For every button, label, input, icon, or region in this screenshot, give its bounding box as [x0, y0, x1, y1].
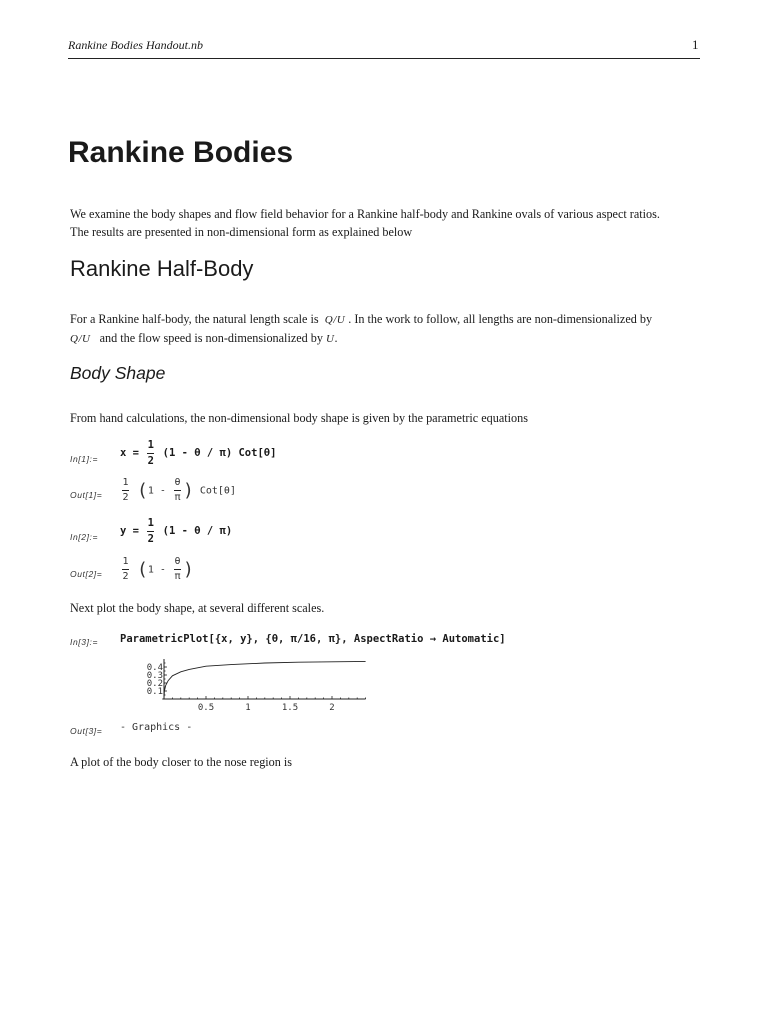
fraction-numerator: 1: [122, 556, 129, 567]
fraction-numerator: 1: [122, 477, 129, 488]
text-run: . In the work to follow, all lengths are non-dimensionalized by: [348, 312, 653, 326]
fraction-bar: [174, 490, 181, 491]
intro-line-2: The results are presented in non-dimensional form as explained below: [70, 225, 413, 239]
fraction-numerator: 1: [147, 439, 154, 451]
fraction-theta-over-pi: [174, 478, 181, 503]
x-tick-label: 1.5: [281, 703, 299, 713]
paren-open: (: [137, 480, 148, 501]
code-text: x =: [120, 447, 139, 459]
nose-region-paragraph: A plot of the body closer to the nose region is: [70, 755, 293, 769]
fraction-numerator: θ: [174, 477, 181, 488]
text-run: For a Rankine half-body, the natural length scale is: [70, 312, 319, 326]
cell-label-in2: In[2]:=: [70, 532, 99, 542]
text-run: .: [334, 331, 338, 345]
intro-line-1: We examine the body shapes and flow field behavior for a Rankine half-body and Rankine ovals of various aspect ratios.: [70, 207, 660, 221]
fraction-bar: [147, 453, 154, 454]
code-text: (1 - θ / π) Cot[θ]: [162, 447, 277, 459]
parametric-plot: [130, 652, 380, 716]
fraction-denominator: π: [174, 492, 181, 503]
code-text: Cot[θ]: [199, 485, 236, 497]
fraction-one-half: [122, 478, 129, 503]
math-q-over-u-2: Q/U: [70, 333, 91, 345]
code-text: y =: [120, 525, 139, 537]
output-cell-3-graphics: - Graphics -: [120, 722, 193, 733]
fraction-bar: [147, 531, 154, 532]
cell-label-out1: Out[1]=: [70, 490, 103, 500]
fraction-one-half: [147, 440, 154, 466]
code-text: (1 - θ / π): [162, 525, 233, 537]
header-filename: Rankine Bodies Handout.nb: [68, 38, 203, 52]
fraction-numerator: θ: [174, 556, 181, 567]
intro-paragraph: [70, 205, 700, 241]
plot-intro-paragraph: Next plot the body shape, at several different scales.: [70, 601, 325, 615]
fraction-bar: [122, 569, 129, 570]
fraction-numerator: 1: [147, 517, 154, 529]
section-heading-half-body: Rankine Half-Body: [70, 256, 254, 281]
half-body-line-2: [70, 329, 700, 348]
plot-series: [164, 661, 366, 699]
code-text: 1 -: [147, 485, 166, 497]
text-run: and the flow speed is non-dimensionalized by: [99, 331, 323, 345]
x-tick-label: 1: [245, 703, 251, 713]
x-tick-label: 0.5: [197, 703, 215, 713]
fraction-denominator: π: [174, 571, 181, 582]
header-divider: [68, 58, 700, 59]
output-cell-2: [120, 557, 194, 582]
body-shape-curve: [164, 661, 366, 699]
plot-axes: [162, 659, 365, 699]
paren-close: ): [182, 480, 194, 501]
fraction-bar: [122, 490, 129, 491]
math-u: U: [326, 333, 335, 345]
input-cell-1[interactable]: [120, 440, 276, 466]
code-text: 1 -: [147, 564, 166, 576]
plot-ticks: [147, 663, 366, 713]
fraction-denominator: 2: [122, 571, 129, 582]
y-tick-label: 0.2: [146, 679, 163, 689]
cell-label-in1: In[1]:=: [70, 454, 99, 464]
paren-close: ): [182, 559, 194, 580]
y-tick-label: 0.1: [146, 687, 163, 697]
fraction-denominator: 2: [147, 454, 154, 467]
cell-label-in3: In[3]:=: [70, 637, 99, 647]
y-tick-label: 0.3: [146, 671, 163, 681]
input-cell-2[interactable]: [120, 518, 232, 544]
page-title: Rankine Bodies: [68, 136, 294, 169]
cell-label-out2: Out[2]=: [70, 569, 103, 579]
y-tick-label: 0.4: [146, 663, 163, 673]
paren-open: (: [137, 559, 148, 580]
fraction-denominator: 2: [147, 532, 154, 545]
half-body-paragraph: [70, 310, 700, 348]
fraction-one-half: [147, 518, 154, 544]
fraction-theta-over-pi: [174, 557, 181, 582]
input-cell-3[interactable]: ParametricPlot[{x, y}, {θ, π/16, π}, AspectRatio → Automatic]: [120, 633, 506, 645]
output-cell-1: [120, 478, 236, 503]
subsection-heading-body-shape: Body Shape: [70, 363, 166, 383]
half-body-line-1: [70, 310, 700, 329]
fraction-one-half: [122, 557, 129, 582]
math-q-over-u: Q/U: [324, 314, 346, 326]
fraction-bar: [174, 569, 181, 570]
cell-label-out3: Out[3]=: [70, 726, 103, 736]
page-number: 1: [692, 37, 699, 52]
x-tick-label: 2: [329, 703, 335, 713]
fraction-denominator: 2: [122, 492, 129, 503]
body-shape-paragraph: From hand calculations, the non-dimensional body shape is given by the parametric equations: [70, 411, 528, 425]
